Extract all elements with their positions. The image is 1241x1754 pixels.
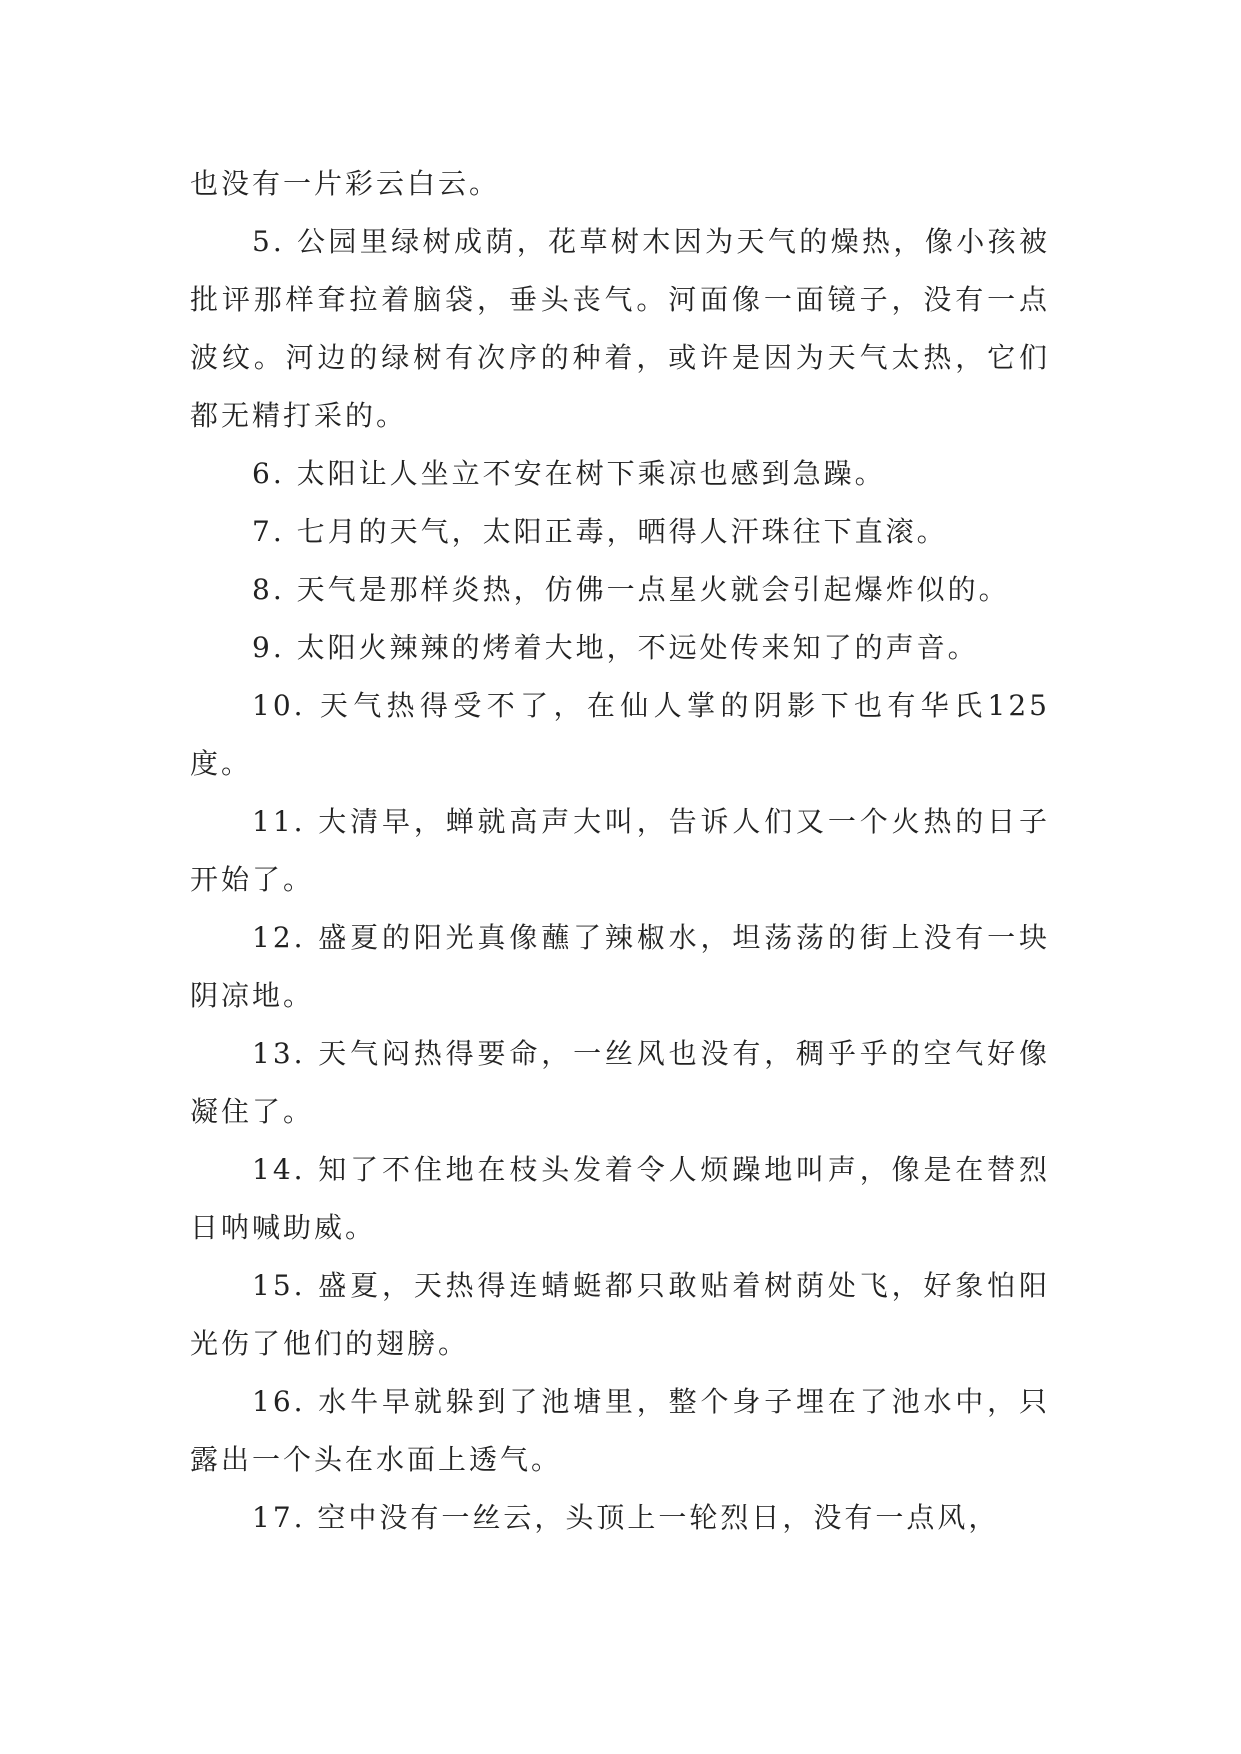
paragraph-item-12: 12. 盛夏的阳光真像蘸了辣椒水，坦荡荡的街上没有一块阴凉地。 (190, 921, 1050, 1012)
paragraph-item-17: 17. 空中没有一丝云，头顶上一轮烈日，没有一点风， (252, 1501, 1000, 1534)
paragraph-item-15: 15. 盛夏，天热得连蜻蜓都只敢贴着树荫处飞，好象怕阳光伤了他们的翅膀。 (190, 1269, 1050, 1360)
paragraph-item-7: 7. 七月的天气，太阳正毒，晒得人汗珠往下直滚。 (252, 515, 948, 548)
document-body (190, 155, 1050, 1547)
paragraph-continuation: 也没有一片彩云白云。 (190, 167, 501, 200)
paragraph-item-13: 13. 天气闷热得要命，一丝风也没有，稠乎乎的空气好像凝住了。 (190, 1037, 1050, 1128)
paragraph-item-6: 6. 太阳让人坐立不安在树下乘凉也感到急躁。 (252, 457, 886, 490)
paragraph-item-16: 16. 水牛早就躲到了池塘里，整个身子埋在了池水中，只露出一个头在水面上透气。 (190, 1385, 1050, 1476)
paragraph-item-11: 11. 大清早，蝉就高声大叫，告诉人们又一个火热的日子开始了。 (190, 805, 1050, 896)
paragraph-item-5: 5. 公园里绿树成荫，花草树木因为天气的燥热，像小孩被批评那样耷拉着脑袋，垂头丧气。河面像一面镜子，没有一点波纹。河边的绿树有次序的种着，或许是因为天气太热，它们都无精打采的。 (190, 225, 1050, 432)
paragraph-item-14: 14. 知了不住地在枝头发着令人烦躁地叫声，像是在替烈日呐喊助威。 (190, 1153, 1050, 1244)
paragraph-item-10: 10. 天气热得受不了，在仙人掌的阴影下也有华氏125度。 (190, 689, 1050, 780)
paragraph-item-9: 9. 太阳火辣辣的烤着大地，不远处传来知了的声音。 (252, 631, 979, 664)
paragraph-item-8: 8. 天气是那样炎热，仿佛一点星火就会引起爆炸似的。 (252, 573, 1010, 606)
